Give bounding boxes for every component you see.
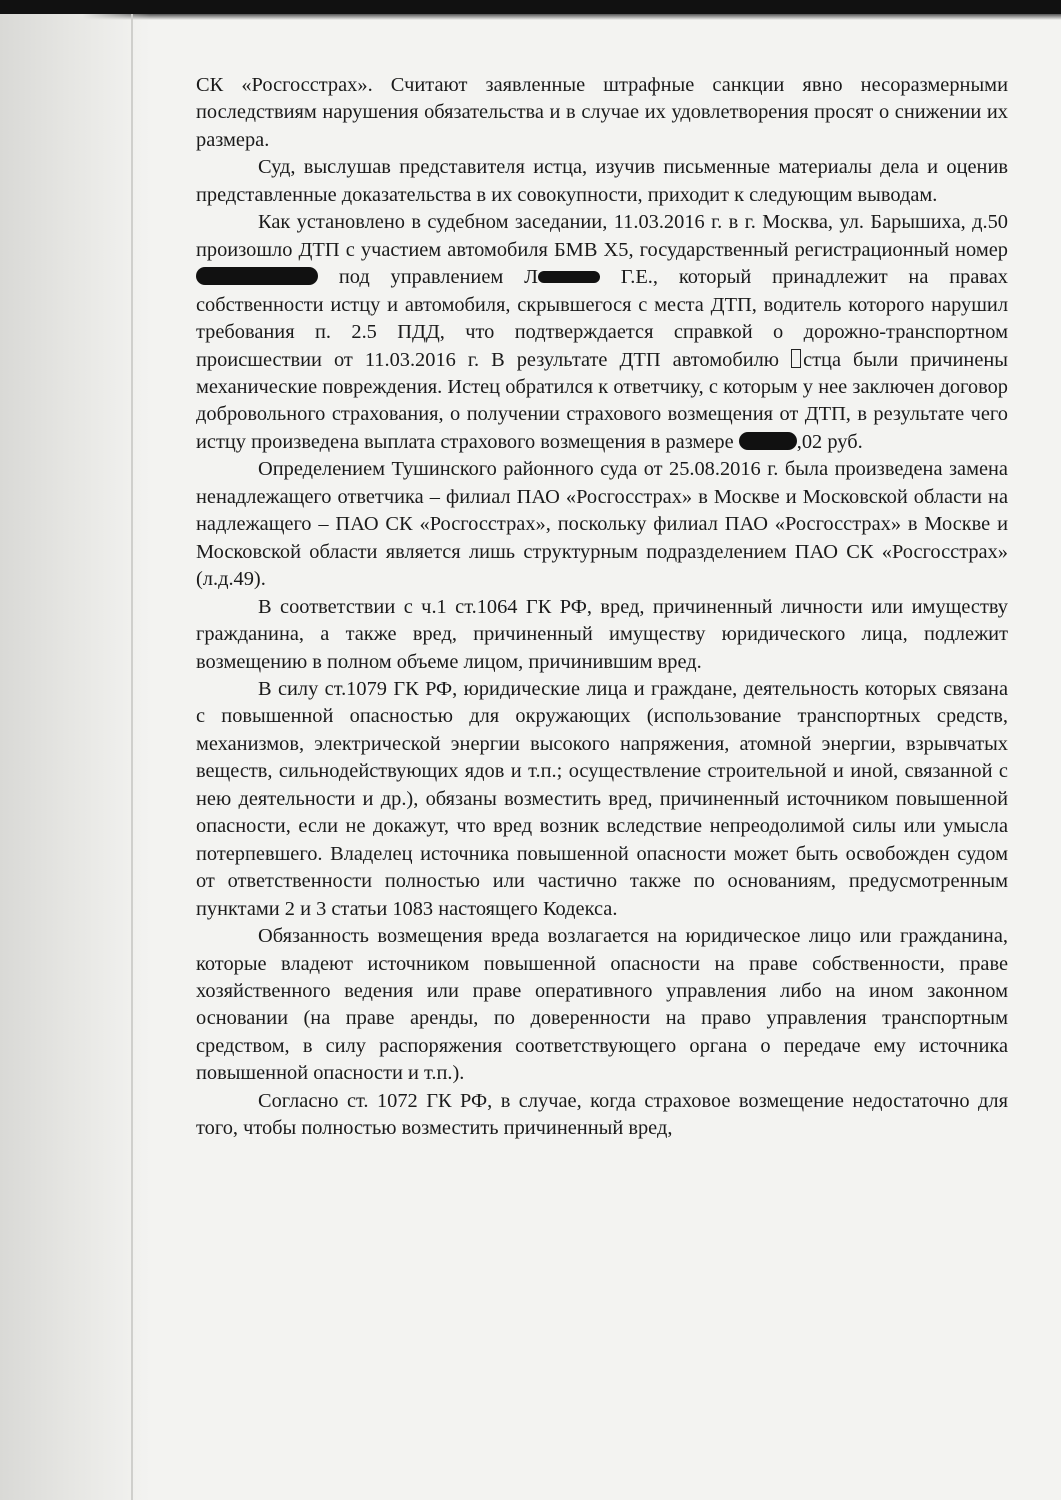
scan-top-edge (0, 0, 1061, 14)
scan-fold-line (131, 14, 133, 1500)
document-body (196, 72, 1008, 1143)
paragraph-5: В соответствии с ч.1 ст.1064 ГК РФ, вред, причиненный личности или имуществу гражданина, а также вред, причиненный имуществу юридического лица, подлежит возмещению в полном объеме лицом, причинившим вред. (196, 595, 1008, 673)
paragraph-3-text-e: ,02 руб. (796, 430, 863, 453)
paragraph-3-text-b: под управлением Л (318, 266, 538, 289)
paragraph-3 (196, 209, 1008, 456)
paragraph-3-text-d: стца были причинены механические повреждения. Истец обратился к ответчику, с которым у нее заключен договор добровольного страхования, о получении страхового возмещения от ДТП, в результате чего истцу произведена выплата страхового возмещения в размере (196, 348, 1008, 453)
redacted-amount (739, 432, 797, 450)
paragraph-8: Согласно ст. 1072 ГК РФ, в случае, когда страховое возмещение недостаточно для того, чтобы полностью возместить причиненный вред, (196, 1089, 1008, 1140)
scan-top-shadow (0, 14, 1061, 20)
redacted-surname (538, 271, 600, 283)
paragraph-2: Суд, выслушав представителя истца, изучив письменные материалы дела и оценив представленные доказательства в их совокупности, приходит к следующим выводам. (196, 156, 1008, 206)
redacted-plate-number (196, 267, 318, 285)
paragraph-1: СК «Росгосстрах». Считают заявленные штрафные санкции явно несоразмерными последствиям нарушения обязательства и в случае их удовлетворения просят о снижении их размера. (196, 74, 1008, 151)
missing-glyph-box (791, 349, 801, 368)
paragraph-4: Определением Тушинского районного суда от 25.08.2016 г. была произведена замена ненадлежащего ответчика – филиал ПАО «Росгосстрах» в Москве и Московской области на надлежащего – ПАО СК «Росгосстрах», поскольку филиал ПАО «Росгосстрах» в Москве и Московской области является лишь структурным подразделением ПАО СК «Росгосстрах» (л.д.49). (196, 458, 1008, 591)
paragraph-7: Обязанность возмещения вреда возлагается на юридическое лицо или гражданина, которые владеют источником повышенной опасности на праве собственности, праве хозяйственного ведения или праве оперативного управления либо на ином законном основании (на праве аренды, по доверенности на право управления транспортным средством, в силу распоряжения соответствующего органа о передаче ему источника повышенной опасности и т.п.). (196, 925, 1008, 1085)
paragraph-6: В силу ст.1079 ГК РФ, юридические лица и граждане, деятельность которых связана с повышенной опасностью для окружающих (использование транспортных средств, механизмов, электрической энергии высокого напряжения, атомной энергии, взрывчатых веществ, сильнодействующих ядов и т.п.; осуществление строительной и иной, связанной с нею деятельности и др.), обязаны возместить вред, причиненный источником повышенной опасности, если не докажут, что вред возник вследствие непреодолимой силы или умысла потерпевшего. Владелец источника повышенной опасности может быть освобожден судом от ответственности полностью или частично также по основаниям, предусмотренным пунктами 2 и 3 статьи 1083 настоящего Кодекса. (196, 677, 1008, 920)
paragraph-3-text-a: Как установлено в судебном заседании, 11.03.2016 г. в г. Москва, ул. Барышиха, д.50 произошло ДТП с участием автомобиля БМВ Х5, государственный регистрационный номер (196, 211, 1008, 261)
paragraph-3-text-c: Г.Е., который принадлежит на правах собственности истцу и автомобиля, скрывшегося с места ДТП, водитель которого нарушил требования п. 2.5 ПДД, что подтверждается справкой о дорожно-транспортном происшествии от 11.03.2016 г. В результате ДТП автомобилю (196, 266, 1008, 371)
scan-left-shadow (0, 14, 150, 1500)
